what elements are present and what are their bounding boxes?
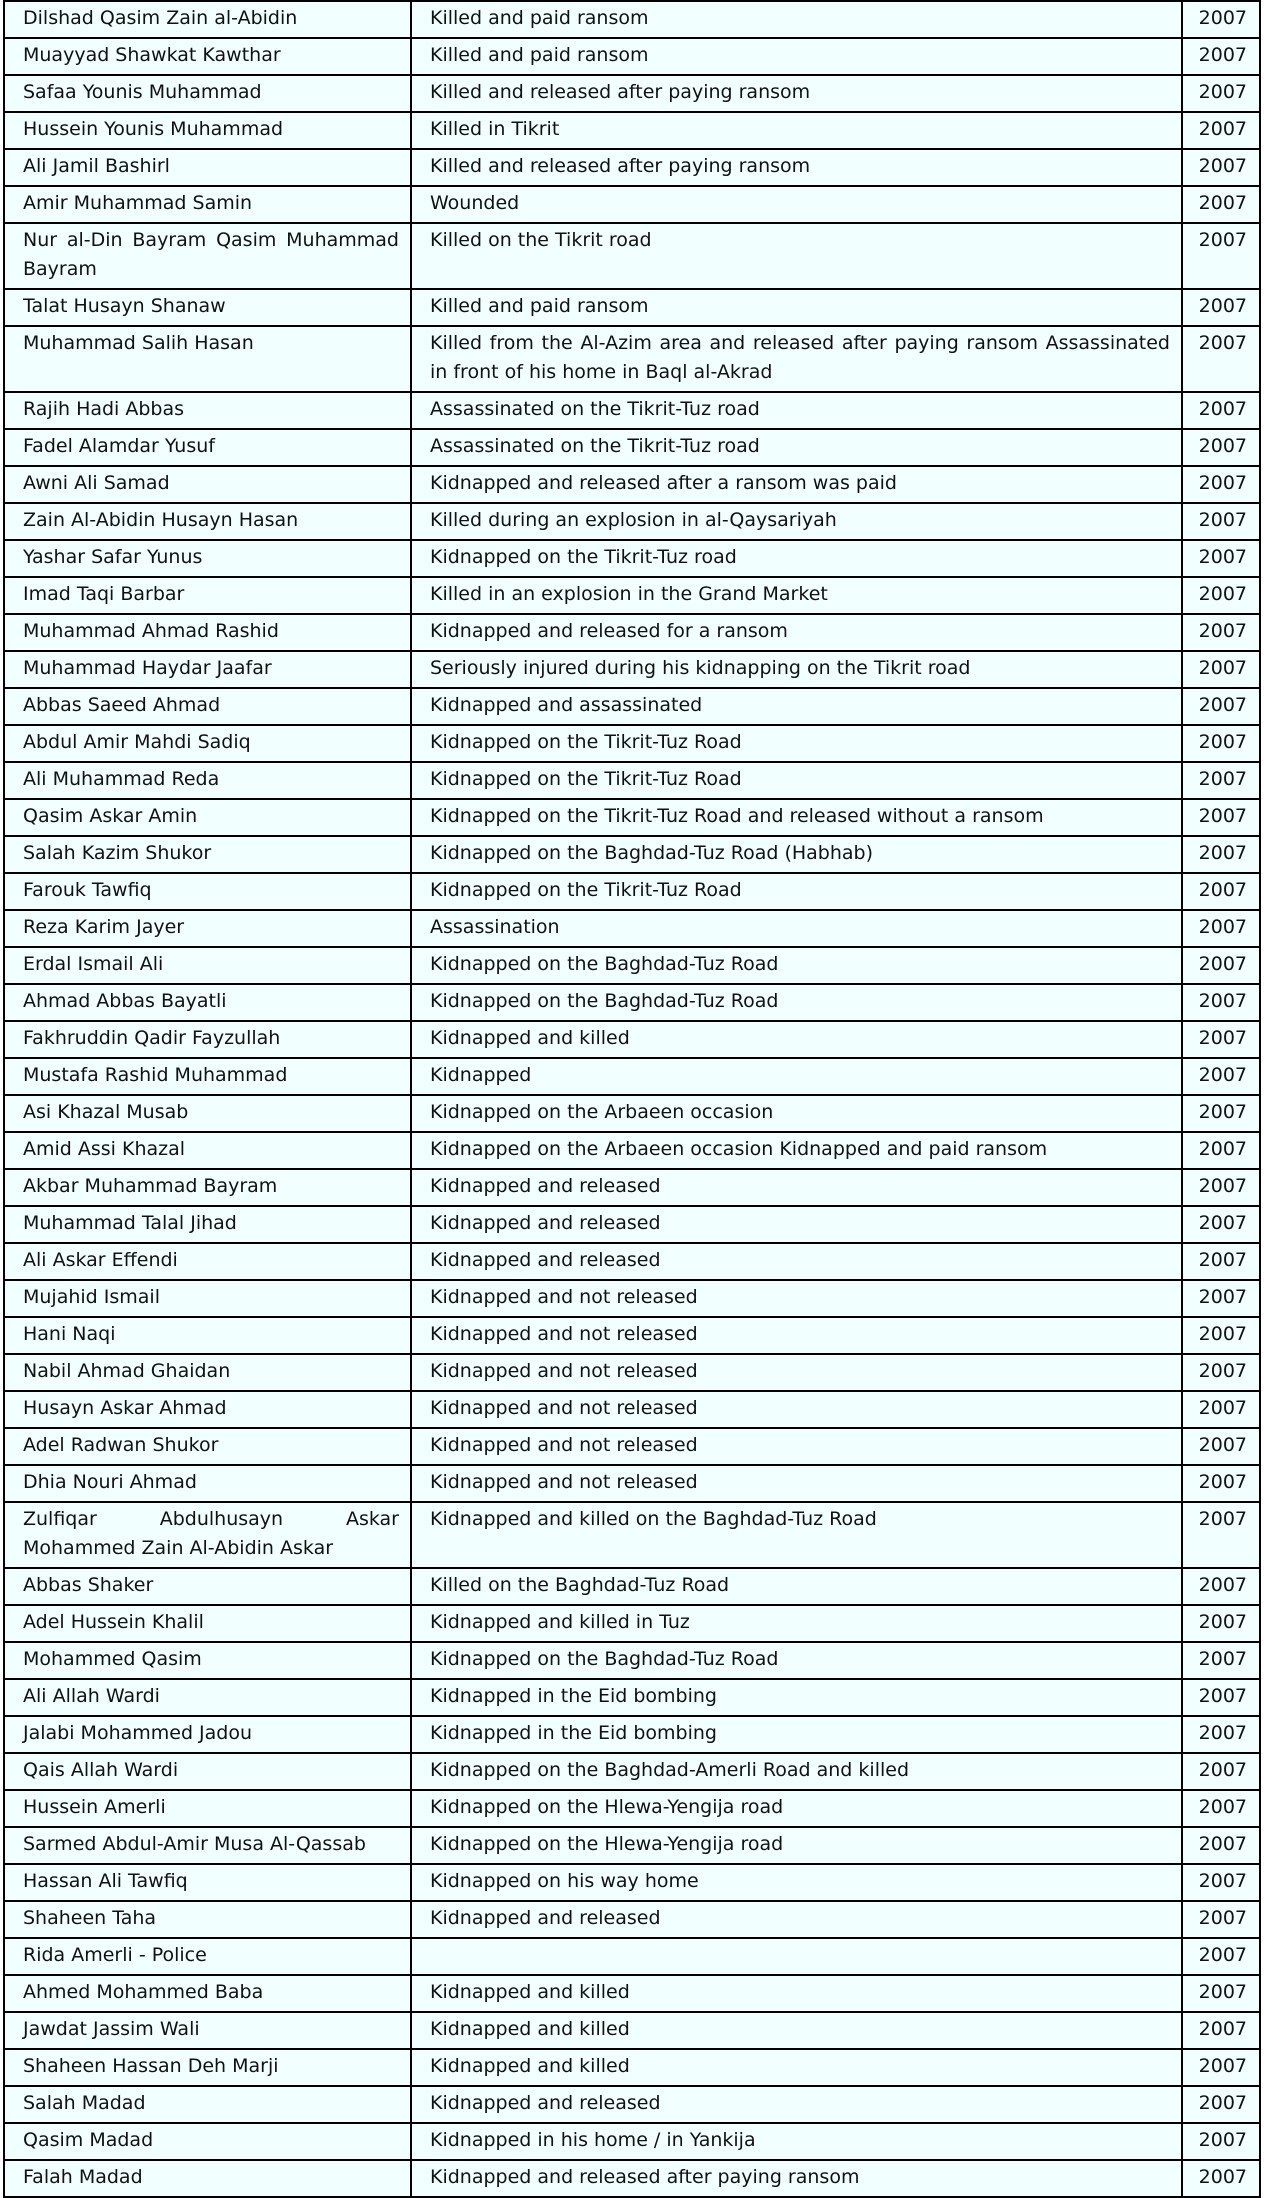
- table-row: [4, 38, 1260, 75]
- name-cell: Falah Madad: [4, 2160, 411, 2197]
- year-cell: 2007: [1182, 1243, 1260, 1280]
- event-cell: Kidnapped and released for a ransom: [411, 614, 1182, 651]
- event-cell: Kidnapped and killed: [411, 2012, 1182, 2049]
- table-row: [4, 614, 1260, 651]
- event-cell: Kidnapped and released after a ransom was paid: [411, 466, 1182, 503]
- name-cell: Rida Amerli - Police: [4, 1938, 411, 1975]
- name-cell: Reza Karim Jayer: [4, 910, 411, 947]
- event-cell: Kidnapped on the Baghdad-Tuz Road: [411, 947, 1182, 984]
- name-cell: Muhammad Salih Hasan: [4, 326, 411, 392]
- event-cell: Assassination: [411, 910, 1182, 947]
- year-cell: 2007: [1182, 503, 1260, 540]
- year-cell: 2007: [1182, 725, 1260, 762]
- year-cell: 2007: [1182, 1642, 1260, 1679]
- year-cell: 2007: [1182, 1169, 1260, 1206]
- name-cell: Adel Hussein Khalil: [4, 1605, 411, 1642]
- name-cell: Dilshad Qasim Zain al-Abidin: [4, 1, 411, 38]
- year-cell: 2007: [1182, 799, 1260, 836]
- name-cell: Hussein Younis Muhammad: [4, 112, 411, 149]
- table-row: [4, 836, 1260, 873]
- name-cell: Abbas Saeed Ahmad: [4, 688, 411, 725]
- event-cell: Kidnapped on his way home: [411, 1864, 1182, 1901]
- year-cell: 2007: [1182, 1, 1260, 38]
- year-cell: 2007: [1182, 1827, 1260, 1864]
- event-cell: Kidnapped and released: [411, 1243, 1182, 1280]
- table-row: [4, 1, 1260, 38]
- table-row: [4, 429, 1260, 466]
- name-cell: Nabil Ahmad Ghaidan: [4, 1354, 411, 1391]
- year-cell: 2007: [1182, 873, 1260, 910]
- name-cell: Abdul Amir Mahdi Sadiq: [4, 725, 411, 762]
- year-cell: 2007: [1182, 186, 1260, 223]
- name-cell: Muhammad Ahmad Rashid: [4, 614, 411, 651]
- name-cell: Mustafa Rashid Muhammad: [4, 1058, 411, 1095]
- event-cell: Kidnapped on the Baghdad-Tuz Road: [411, 984, 1182, 1021]
- table-row: [4, 1354, 1260, 1391]
- name-cell: Hussein Amerli: [4, 1790, 411, 1827]
- table-row: [4, 762, 1260, 799]
- event-cell: Kidnapped and not released: [411, 1391, 1182, 1428]
- table-row: [4, 223, 1260, 289]
- event-cell: Kidnapped on the Baghdad-Tuz Road: [411, 1642, 1182, 1679]
- year-cell: 2007: [1182, 1864, 1260, 1901]
- event-cell: Kidnapped and released: [411, 1901, 1182, 1938]
- table-row: [4, 1642, 1260, 1679]
- name-cell: Ahmad Abbas Bayatli: [4, 984, 411, 1021]
- year-cell: 2007: [1182, 1206, 1260, 1243]
- year-cell: 2007: [1182, 1679, 1260, 1716]
- table-row: [4, 1317, 1260, 1354]
- table-row: [4, 289, 1260, 326]
- table-row: [4, 1021, 1260, 1058]
- name-cell: Mujahid Ismail: [4, 1280, 411, 1317]
- table-row: [4, 1095, 1260, 1132]
- event-cell: Kidnapped and released: [411, 1206, 1182, 1243]
- table-row: [4, 688, 1260, 725]
- year-cell: 2007: [1182, 2086, 1260, 2123]
- year-cell: 2007: [1182, 984, 1260, 1021]
- year-cell: 2007: [1182, 2049, 1260, 2086]
- event-cell: Killed during an explosion in al-Qaysariyah: [411, 503, 1182, 540]
- name-cell: Qasim Madad: [4, 2123, 411, 2160]
- name-cell: Shaheen Taha: [4, 1901, 411, 1938]
- year-cell: 2007: [1182, 149, 1260, 186]
- name-cell: Hani Naqi: [4, 1317, 411, 1354]
- table-row: [4, 947, 1260, 984]
- year-cell: 2007: [1182, 1021, 1260, 1058]
- event-cell: Kidnapped in the Eid bombing: [411, 1679, 1182, 1716]
- table-row: [4, 984, 1260, 1021]
- year-cell: 2007: [1182, 614, 1260, 651]
- name-cell: Fakhruddin Qadir Fayzullah: [4, 1021, 411, 1058]
- table-row: [4, 1827, 1260, 1864]
- year-cell: 2007: [1182, 38, 1260, 75]
- table-row: [4, 540, 1260, 577]
- event-cell: Kidnapped on the Tikrit-Tuz Road and released without a ransom: [411, 799, 1182, 836]
- year-cell: 2007: [1182, 2160, 1260, 2197]
- table-row: [4, 1753, 1260, 1790]
- event-cell: Killed and paid ransom: [411, 38, 1182, 75]
- table-row: [4, 1465, 1260, 1502]
- table-row: [4, 1169, 1260, 1206]
- name-cell: Asi Khazal Musab: [4, 1095, 411, 1132]
- name-cell: Farouk Tawfiq: [4, 873, 411, 910]
- table-row: [4, 1716, 1260, 1753]
- year-cell: 2007: [1182, 1753, 1260, 1790]
- table-row: [4, 1938, 1260, 1975]
- table-row: [4, 799, 1260, 836]
- table-row: [4, 577, 1260, 614]
- year-cell: 2007: [1182, 762, 1260, 799]
- year-cell: 2007: [1182, 1901, 1260, 1938]
- name-cell: Jalabi Mohammed Jadou: [4, 1716, 411, 1753]
- event-cell: Seriously injured during his kidnapping on the Tikrit road: [411, 651, 1182, 688]
- table-row: [4, 873, 1260, 910]
- year-cell: 2007: [1182, 1391, 1260, 1428]
- event-cell: Kidnapped on the Tikrit-Tuz Road: [411, 725, 1182, 762]
- table-row: [4, 466, 1260, 503]
- table-row: [4, 112, 1260, 149]
- event-cell: Kidnapped and released after paying ransom: [411, 2160, 1182, 2197]
- name-cell: Fadel Alamdar Yusuf: [4, 429, 411, 466]
- year-cell: 2007: [1182, 947, 1260, 984]
- table-row: [4, 1280, 1260, 1317]
- table-row: [4, 1428, 1260, 1465]
- name-cell: Ali Askar Effendi: [4, 1243, 411, 1280]
- name-cell: Jawdat Jassim Wali: [4, 2012, 411, 2049]
- event-cell: Kidnapped and not released: [411, 1317, 1182, 1354]
- event-cell: Kidnapped and not released: [411, 1280, 1182, 1317]
- year-cell: 2007: [1182, 289, 1260, 326]
- event-cell: Kidnapped and killed in Tuz: [411, 1605, 1182, 1642]
- name-cell: Amir Muhammad Samin: [4, 186, 411, 223]
- year-cell: 2007: [1182, 1605, 1260, 1642]
- year-cell: 2007: [1182, 1058, 1260, 1095]
- name-cell: Dhia Nouri Ahmad: [4, 1465, 411, 1502]
- table-row: [4, 1790, 1260, 1827]
- event-cell: Kidnapped on the Hlewa-Yengija road: [411, 1827, 1182, 1864]
- event-cell: Kidnapped and assassinated: [411, 688, 1182, 725]
- year-cell: 2007: [1182, 1354, 1260, 1391]
- name-cell: Rajih Hadi Abbas: [4, 392, 411, 429]
- name-cell: Qais Allah Wardi: [4, 1753, 411, 1790]
- name-cell: Zulfiqar Abdulhusayn Askar Mohammed Zain Al-Abidin Askar: [4, 1502, 411, 1568]
- year-cell: 2007: [1182, 577, 1260, 614]
- year-cell: 2007: [1182, 1716, 1260, 1753]
- table-row: [4, 326, 1260, 392]
- name-cell: Muayyad Shawkat Kawthar: [4, 38, 411, 75]
- event-cell: Kidnapped and killed on the Baghdad-Tuz Road: [411, 1502, 1182, 1568]
- event-cell: Assassinated on the Tikrit-Tuz road: [411, 429, 1182, 466]
- name-cell: Adel Radwan Shukor: [4, 1428, 411, 1465]
- event-cell: Killed in an explosion in the Grand Market: [411, 577, 1182, 614]
- name-cell: Qasim Askar Amin: [4, 799, 411, 836]
- name-cell: Muhammad Talal Jihad: [4, 1206, 411, 1243]
- table-row: [4, 2049, 1260, 2086]
- year-cell: 2007: [1182, 1317, 1260, 1354]
- year-cell: 2007: [1182, 2123, 1260, 2160]
- name-cell: Abbas Shaker: [4, 1568, 411, 1605]
- name-cell: Salah Kazim Shukor: [4, 836, 411, 873]
- table-row: [4, 392, 1260, 429]
- name-cell: Ali Allah Wardi: [4, 1679, 411, 1716]
- name-cell: Akbar Muhammad Bayram: [4, 1169, 411, 1206]
- year-cell: 2007: [1182, 1428, 1260, 1465]
- event-cell: Kidnapped and killed: [411, 1975, 1182, 2012]
- name-cell: Ali Muhammad Reda: [4, 762, 411, 799]
- name-cell: Awni Ali Samad: [4, 466, 411, 503]
- event-cell: Kidnapped on the Hlewa-Yengija road: [411, 1790, 1182, 1827]
- event-cell: Kidnapped and not released: [411, 1354, 1182, 1391]
- name-cell: Husayn Askar Ahmad: [4, 1391, 411, 1428]
- year-cell: 2007: [1182, 392, 1260, 429]
- event-cell: Killed and released after paying ransom: [411, 149, 1182, 186]
- event-cell: Kidnapped on the Arbaeen occasion Kidnapped and paid ransom: [411, 1132, 1182, 1169]
- event-cell: Kidnapped and released: [411, 1169, 1182, 1206]
- year-cell: 2007: [1182, 112, 1260, 149]
- event-cell: Assassinated on the Tikrit-Tuz road: [411, 392, 1182, 429]
- name-cell: Imad Taqi Barbar: [4, 577, 411, 614]
- name-cell: Ahmed Mohammed Baba: [4, 1975, 411, 2012]
- table-row: [4, 2012, 1260, 2049]
- event-cell: Kidnapped and not released: [411, 1428, 1182, 1465]
- year-cell: 2007: [1182, 836, 1260, 873]
- table-row: [4, 2160, 1260, 2197]
- event-cell: Kidnapped and killed: [411, 2049, 1182, 2086]
- event-cell: Kidnapped on the Tikrit-Tuz Road: [411, 762, 1182, 799]
- name-cell: Nur al-Din Bayram Qasim Muhammad Bayram: [4, 223, 411, 289]
- table-row: [4, 75, 1260, 112]
- year-cell: 2007: [1182, 223, 1260, 289]
- event-cell: Kidnapped on the Tikrit-Tuz road: [411, 540, 1182, 577]
- name-cell: Shaheen Hassan Deh Marji: [4, 2049, 411, 2086]
- table-row: [4, 503, 1260, 540]
- year-cell: 2007: [1182, 326, 1260, 392]
- year-cell: 2007: [1182, 1280, 1260, 1317]
- records-table-body: [4, 1, 1260, 2197]
- table-row: [4, 1605, 1260, 1642]
- year-cell: 2007: [1182, 651, 1260, 688]
- table-row: [4, 186, 1260, 223]
- table-row: [4, 1679, 1260, 1716]
- event-cell: Kidnapped on the Tikrit-Tuz Road: [411, 873, 1182, 910]
- event-cell: Kidnapped and not released: [411, 1465, 1182, 1502]
- event-cell: Kidnapped: [411, 1058, 1182, 1095]
- event-cell: Killed on the Tikrit road: [411, 223, 1182, 289]
- name-cell: Mohammed Qasim: [4, 1642, 411, 1679]
- event-cell: Wounded: [411, 186, 1182, 223]
- event-cell: Killed and released after paying ransom: [411, 75, 1182, 112]
- event-cell: Kidnapped in the Eid bombing: [411, 1716, 1182, 1753]
- year-cell: 2007: [1182, 429, 1260, 466]
- year-cell: 2007: [1182, 1568, 1260, 1605]
- table-row: [4, 1243, 1260, 1280]
- table-row: [4, 1132, 1260, 1169]
- event-cell: Killed and paid ransom: [411, 1, 1182, 38]
- table-row: [4, 1058, 1260, 1095]
- name-cell: Sarmed Abdul-Amir Musa Al-Qassab: [4, 1827, 411, 1864]
- year-cell: 2007: [1182, 910, 1260, 947]
- event-cell: Kidnapped on the Baghdad-Amerli Road and killed: [411, 1753, 1182, 1790]
- table-row: [4, 1391, 1260, 1428]
- table-row: [4, 1568, 1260, 1605]
- event-cell: Kidnapped on the Baghdad-Tuz Road (Habhab): [411, 836, 1182, 873]
- year-cell: 2007: [1182, 1502, 1260, 1568]
- name-cell: Zain Al-Abidin Husayn Hasan: [4, 503, 411, 540]
- table-row: [4, 2123, 1260, 2160]
- event-cell: Kidnapped and released: [411, 2086, 1182, 2123]
- name-cell: Muhammad Haydar Jaafar: [4, 651, 411, 688]
- event-cell: Kidnapped in his home / in Yankija: [411, 2123, 1182, 2160]
- event-cell: Kidnapped on the Arbaeen occasion: [411, 1095, 1182, 1132]
- table-row: [4, 725, 1260, 762]
- year-cell: 2007: [1182, 1095, 1260, 1132]
- records-table: [3, 0, 1261, 2198]
- name-cell: Amid Assi Khazal: [4, 1132, 411, 1169]
- event-cell: Killed on the Baghdad-Tuz Road: [411, 1568, 1182, 1605]
- name-cell: Hassan Ali Tawfiq: [4, 1864, 411, 1901]
- name-cell: Yashar Safar Yunus: [4, 540, 411, 577]
- name-cell: Ali Jamil Bashirl: [4, 149, 411, 186]
- year-cell: 2007: [1182, 1465, 1260, 1502]
- table-row: [4, 1975, 1260, 2012]
- year-cell: 2007: [1182, 1938, 1260, 1975]
- table-row: [4, 1901, 1260, 1938]
- year-cell: 2007: [1182, 2012, 1260, 2049]
- year-cell: 2007: [1182, 1790, 1260, 1827]
- table-row: [4, 1206, 1260, 1243]
- year-cell: 2007: [1182, 466, 1260, 503]
- event-cell: Killed and paid ransom: [411, 289, 1182, 326]
- event-cell: Killed in Tikrit: [411, 112, 1182, 149]
- table-row: [4, 149, 1260, 186]
- event-cell: [411, 1938, 1182, 1975]
- name-cell: Talat Husayn Shanaw: [4, 289, 411, 326]
- event-cell: Kidnapped and killed: [411, 1021, 1182, 1058]
- year-cell: 2007: [1182, 1132, 1260, 1169]
- year-cell: 2007: [1182, 1975, 1260, 2012]
- table-row: [4, 1502, 1260, 1568]
- name-cell: Erdal Ismail Ali: [4, 947, 411, 984]
- year-cell: 2007: [1182, 688, 1260, 725]
- year-cell: 2007: [1182, 75, 1260, 112]
- table-row: [4, 1864, 1260, 1901]
- table-row: [4, 910, 1260, 947]
- name-cell: Safaa Younis Muhammad: [4, 75, 411, 112]
- table-row: [4, 2086, 1260, 2123]
- table-row: [4, 651, 1260, 688]
- year-cell: 2007: [1182, 540, 1260, 577]
- event-cell: Killed from the Al-Azim area and released after paying ransom Assassinated in front of his home in Baql al-Akrad: [411, 326, 1182, 392]
- name-cell: Salah Madad: [4, 2086, 411, 2123]
